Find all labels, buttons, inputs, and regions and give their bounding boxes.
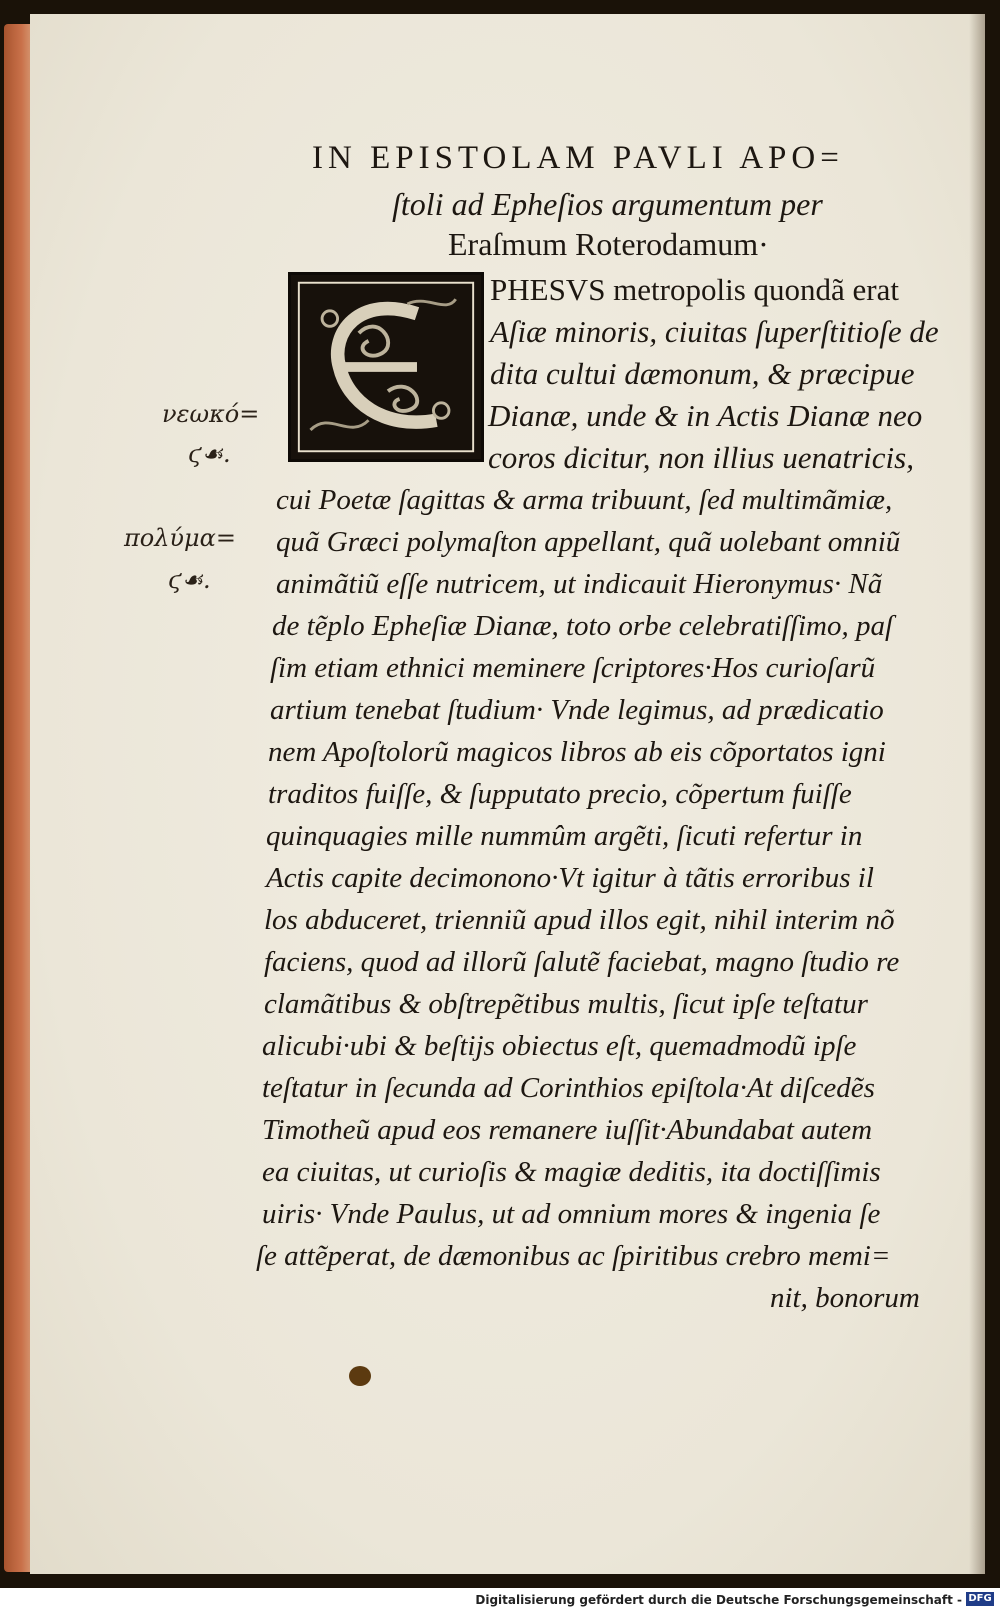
text-line: teſtatur in ſecunda ad Corinthios epiſtola·At diſcedẽs xyxy=(262,1072,875,1104)
text-line: faciens, quod ad illorũ ſalutẽ faciebat, magno ſtudio re xyxy=(264,946,900,978)
text-line: Dianæ, unde & in Actis Dianæ neo xyxy=(488,398,923,433)
margin-note: πολύμα= xyxy=(124,524,236,552)
title-line-1: IN EPISTOLAM PAVLI APO= xyxy=(312,140,844,176)
text-line: coros dicitur, non illius uenatricis, xyxy=(488,440,914,475)
text-line: Aſiæ minoris, ciuitas ſuperſtitioſe de xyxy=(490,314,939,349)
decorated-initial-e-icon xyxy=(291,275,481,459)
title-line-3: Eraſmum Roterodamum· xyxy=(448,226,769,262)
text-line: de tẽplo Epheſiæ Dianæ, toto orbe celebratiſſimo, paſ xyxy=(272,610,894,642)
text-line: nit, bonorum xyxy=(770,1282,920,1314)
text-line: quinquagies mille nummûm argẽti, ſicuti refertur in xyxy=(266,820,863,852)
text-line: nem Apoſtolorũ magicos libros ab eis cõportatos igni xyxy=(268,736,886,768)
gutter-shadow xyxy=(969,14,985,1574)
text-line: dita cultui dæmonum, & præcipue xyxy=(490,356,915,391)
text-line: alicubi·ubi & beſtijs obiectus eſt, quemadmodũ ipſe xyxy=(262,1030,857,1062)
text-line: ſe attẽperat, de dæmonibus ac ſpiritibus crebro memi= xyxy=(256,1240,891,1272)
ink-blot xyxy=(349,1366,371,1386)
text-line: clamãtibus & obſtrepẽtibus multis, ſicut ipſe teſtatur xyxy=(264,988,868,1020)
text-line: Timotheũ apud eos remanere iuſſit·Abundabat autem xyxy=(262,1114,873,1146)
decorated-initial xyxy=(288,272,484,462)
text-line: animãtiũ eſſe nutricem, ut indicauit Hieronymus· Nã xyxy=(276,568,883,600)
text-line: Actis capite decimonono·Vt igitur à tãtis erroribus il xyxy=(266,862,874,894)
text-line: los abduceret, trienniũ apud illos egit, nihil interim nõ xyxy=(264,904,895,936)
title-line-2: ſtoli ad Epheſios argumentum per xyxy=(392,186,823,222)
margin-note: ϛ☙. xyxy=(168,566,211,594)
text-line: traditos fuiſſe, & ſupputato precio, cõpertum fuiſſe xyxy=(268,778,852,810)
margin-note: ϛ☙. xyxy=(188,440,231,468)
text-line: cui Poetæ ſagittas & arma tribuunt, ſed multimãmiæ, xyxy=(276,484,893,516)
dfg-logo: DFG xyxy=(966,1592,994,1606)
footer-credit: Digitalisierung gefördert durch die Deutsche Forschungsgemeinschaft - xyxy=(475,1593,962,1607)
text-line: PHESVS metropolis quondã erat xyxy=(490,272,899,307)
text-line: ſim etiam ethnici meminere ſcriptores·Hos curioſarũ xyxy=(270,652,876,684)
text-line: artium tenebat ſtudium· Vnde legimus, ad prædicatio xyxy=(270,694,884,726)
margin-note: νεωκό= xyxy=(162,400,260,428)
text-line: uiris· Vnde Paulus, ut ad omnium mores & ingenia ſe xyxy=(262,1198,881,1230)
text-line: quã Græci polymaſton appellant, quã uolebant omniũ xyxy=(276,526,901,558)
text-line: ea ciuitas, ut curioſis & magiæ deditis, ita doctiſſimis xyxy=(262,1156,881,1188)
